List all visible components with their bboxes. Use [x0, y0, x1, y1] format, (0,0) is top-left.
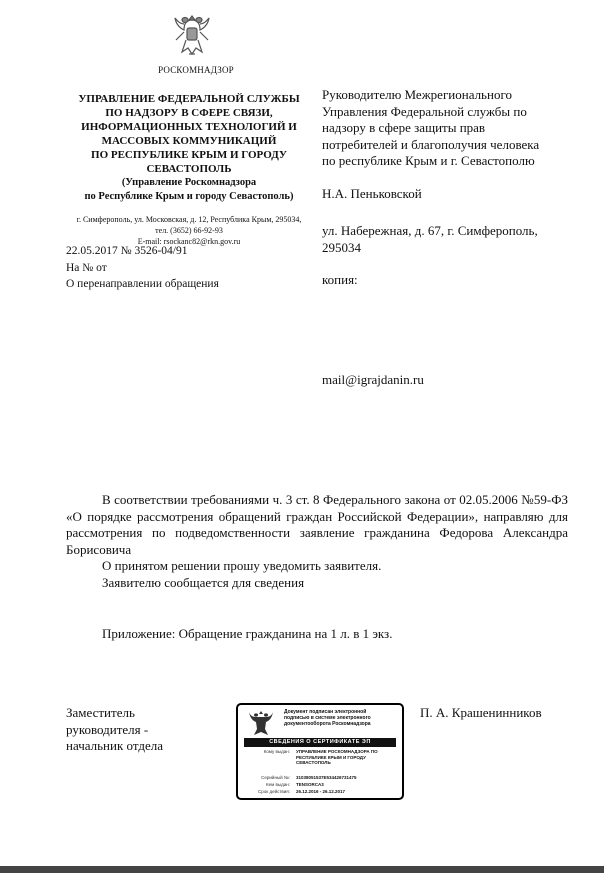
recipient-name: Н.А. Пеньковской: [322, 186, 422, 201]
organization-name: [64, 92, 314, 204]
attachment-note: Приложение: Обращение гражданина на 1 л. в 1 экз.: [102, 626, 393, 641]
address-line: г. Симферополь, ул. Московская, д. 12, Республика Крым, 295034,: [76, 215, 302, 224]
org-line: СЕВАСТОПОЛЬ: [146, 163, 232, 175]
stamp-row-key: Серийный №:: [261, 775, 290, 780]
copy-label: копия:: [322, 272, 358, 287]
org-line: МАССОВЫХ КОММУНИКАЦИЙ: [101, 135, 277, 147]
letter-body: [66, 492, 568, 591]
signer-position-line: Заместитель: [66, 705, 135, 720]
stamp-row-value: 26.12.2016 - 26.12.2017: [296, 789, 346, 794]
stamp-row-value: TENSORCA3: [296, 782, 324, 787]
org-line: ПО РЕСПУБЛИКЕ КРЫМ И ГОРОДУ: [91, 149, 287, 161]
stamp-row-issued-to: [244, 749, 396, 773]
reference-number: На № от: [66, 262, 107, 274]
phone-line: тел. (3652) 66-92-93: [155, 226, 223, 235]
recipient-address-line: 295034: [322, 240, 361, 255]
stamp-header: [284, 709, 400, 727]
agency-name: РОСКОМНАДЗОР: [158, 65, 234, 75]
stamp-row-key: Срок действия:: [257, 789, 290, 794]
stamp-row-key: Кем выдан:: [266, 782, 290, 787]
stamp-row-key: Кому выдан:: [263, 749, 290, 754]
org-short-line: (Управление Роскомнадзора: [121, 177, 257, 188]
org-line: ПО НАДЗОРУ В СФЕРЕ СВЯЗИ,: [105, 107, 273, 119]
double-headed-eagle-emblem-icon: [172, 10, 212, 58]
copy-email: mail@igrajdanin.ru: [322, 372, 424, 387]
stamp-title: СВЕДЕНИЯ О СЕРТИФИКАТЕ ЭП: [244, 738, 396, 747]
org-line: ИНФОРМАЦИОННЫХ ТЕХНОЛОГИЙ И: [81, 121, 297, 133]
email-line: E-mail: rsockanc82@rkn.gov.ru: [137, 237, 241, 246]
stamp-header-line: подписью в системе электронного: [284, 715, 371, 721]
signer-position-line: начальник отдела: [66, 738, 164, 753]
page-bottom-border: [0, 866, 604, 873]
document-subject: О перенаправлении обращения: [66, 278, 219, 290]
recipient-line: по республике Крым и г. Севастополю: [322, 153, 535, 168]
org-line: УПРАВЛЕНИЕ ФЕДЕРАЛЬНОЙ СЛУЖБЫ: [78, 93, 300, 105]
stamp-header-line: Документ подписан электронной: [284, 709, 367, 715]
signer-position-line: руководителя -: [66, 721, 149, 737]
stamp-row-value: 31038051537E534426731475: [296, 775, 357, 780]
recipient-address: [322, 222, 582, 256]
recipient-block: [322, 87, 582, 170]
org-short-line: по Республике Крым и городу Севастополь): [84, 191, 294, 202]
recipient-line: надзору в сфере защиты прав: [322, 120, 486, 135]
stamp-row-value: УПРАВЛЕНИЕ РОСКОМНАДЗОРА ПО РЕСПУБЛИКЕ КРЫМ И ГОРОДУ СЕВАСТОПОЛЬ: [296, 749, 378, 765]
recipient-line: Управления Федеральной службы по: [322, 103, 527, 119]
signer-position: [66, 705, 196, 755]
electronic-signature-stamp: [236, 703, 404, 800]
body-paragraph: Заявителю сообщается для сведения: [102, 574, 305, 590]
recipient-address-line: ул. Набережная, д. 67, г. Симферополь,: [322, 223, 538, 238]
recipient-line: потребителей и благополучия человека: [322, 136, 540, 152]
recipient-line: Руководителю Межрегионального: [322, 87, 512, 102]
document-date-number: 22.05.2017 № 3526-04/91: [66, 245, 188, 257]
signer-name: П. А. Крашенинников: [420, 705, 542, 720]
body-paragraph: В соответствии требованиями ч. 3 ст. 8 Федерального закона от 02.05.2006 №59-ФЗ «О порядке рассмотрения обращений граждан Российской Федерации», направляю для рассмотрения по подведомственности заявление гражданина Федорова Александра Борисовича: [66, 492, 568, 557]
stamp-emblem-icon: [248, 709, 274, 737]
org-address: [64, 214, 314, 247]
body-paragraph: О принятом решении прошу уведомить заявителя.: [102, 558, 382, 573]
stamp-header-line: документооборота Роскомнадзора: [284, 721, 371, 727]
